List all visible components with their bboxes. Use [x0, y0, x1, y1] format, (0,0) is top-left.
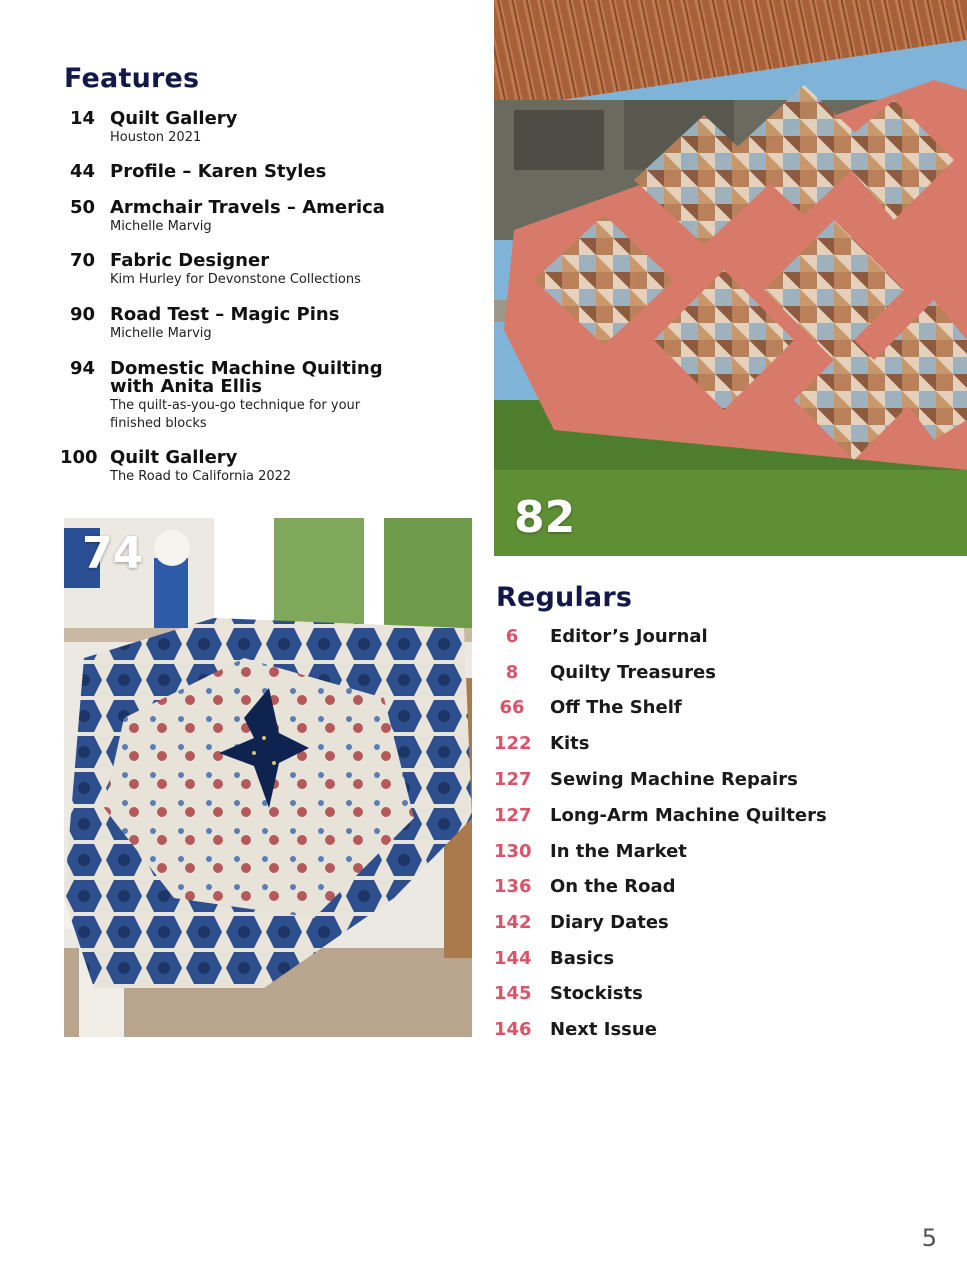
regular-page-number: 8 — [505, 662, 519, 683]
regular-item[interactable] — [494, 875, 934, 899]
regular-title: Off The Shelf — [550, 697, 682, 718]
feature-page-number: 14 — [69, 108, 95, 129]
regular-item[interactable] — [494, 911, 934, 935]
regular-title: In the Market — [550, 841, 687, 862]
regular-item[interactable] — [494, 840, 934, 864]
feature-page-number: 50 — [69, 197, 95, 218]
regular-page-number: 144 — [494, 948, 532, 969]
feature-title: Road Test – Magic Pins — [110, 304, 340, 325]
quilt-photo-82-illustration — [494, 0, 967, 556]
feature-title: Fabric Designer — [110, 250, 270, 271]
feature-subtitle: Kim Hurley for Devonstone Collections — [110, 272, 361, 287]
photo-page-label-74: 74 — [82, 528, 144, 579]
feature-subtitle: Houston 2021 — [110, 130, 202, 145]
feature-subtitle: Michelle Marvig — [110, 219, 212, 234]
feature-page-number: 44 — [69, 161, 95, 182]
regular-item[interactable] — [494, 625, 934, 649]
quilt-photo-74-illustration — [64, 518, 472, 1037]
feature-subtitle: Michelle Marvig — [110, 326, 212, 341]
regular-title: Diary Dates — [550, 912, 669, 933]
regular-item[interactable] — [494, 661, 934, 685]
regular-page-number: 130 — [494, 841, 532, 862]
regular-item[interactable] — [494, 732, 934, 756]
feature-title: Profile – Karen Styles — [110, 161, 327, 182]
photo-page-label-82: 82 — [514, 492, 576, 543]
regular-title: Editor’s Journal — [550, 626, 708, 647]
regular-item[interactable] — [494, 696, 934, 720]
regular-title: Long-Arm Machine Quilters — [550, 805, 827, 826]
feature-title: Quilt Gallery — [110, 108, 238, 129]
regular-item[interactable] — [494, 804, 934, 828]
page-number: 5 — [921, 1224, 937, 1252]
feature-page-number: 100 — [60, 447, 98, 468]
regular-item[interactable] — [494, 1018, 934, 1042]
feature-subtitle: The Road to California 2022 — [110, 469, 292, 484]
features-heading: Features — [64, 63, 200, 94]
feature-subtitle-line2: finished blocks — [110, 416, 207, 431]
regular-title: On the Road — [550, 876, 676, 897]
feature-title-line2: with Anita Ellis — [110, 376, 262, 397]
feature-title: Armchair Travels – America — [110, 197, 385, 218]
regular-page-number: 127 — [494, 769, 532, 790]
regular-page-number: 145 — [494, 983, 532, 1004]
feature-title: Quilt Gallery — [110, 447, 238, 468]
quilt-photo-74[interactable] — [64, 518, 472, 1037]
feature-page-number: 90 — [69, 304, 95, 325]
regular-title: Quilty Treasures — [550, 662, 716, 683]
regular-title: Next Issue — [550, 1019, 657, 1040]
regular-page-number: 146 — [494, 1019, 532, 1040]
regular-page-number: 66 — [499, 697, 525, 718]
regular-item[interactable] — [494, 768, 934, 792]
feature-title-line1: Domestic Machine Quilting — [110, 358, 383, 379]
regular-page-number: 6 — [505, 626, 519, 647]
regular-item[interactable] — [494, 947, 934, 971]
feature-subtitle-line1: The quilt-as-you-go technique for your — [110, 398, 361, 413]
quilt-photo-82[interactable] — [494, 0, 967, 556]
regular-page-number: 136 — [494, 876, 532, 897]
regular-page-number: 142 — [494, 912, 532, 933]
regular-page-number: 122 — [494, 733, 532, 754]
feature-page-number: 94 — [69, 358, 95, 379]
feature-page-number: 70 — [69, 250, 95, 271]
regular-title: Kits — [550, 733, 590, 754]
regular-title: Sewing Machine Repairs — [550, 769, 798, 790]
regular-title: Stockists — [550, 983, 643, 1004]
regular-item[interactable] — [494, 982, 934, 1006]
regulars-heading: Regulars — [496, 582, 633, 613]
regular-title: Basics — [550, 948, 615, 969]
regular-page-number: 127 — [494, 805, 532, 826]
